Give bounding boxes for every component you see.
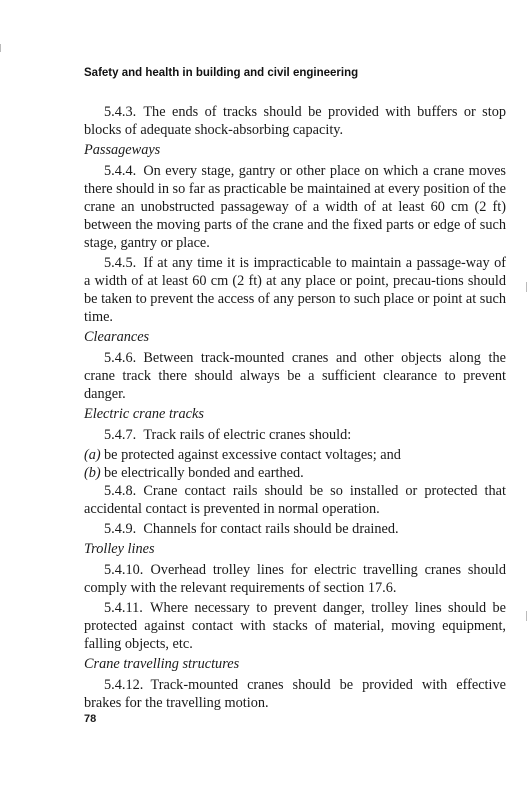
page-number: 78 <box>84 713 97 725</box>
section-heading: Crane travelling structures <box>84 656 240 672</box>
clause-text: On every stage, gantry or other place on which a crane moves there should in so far as practicable be maintained at every position of the crane an unobstructed passageway of a width of at least 60 cm (2 ft) between the moving parts of the crane and the fixed parts or edge of such stage, gantry or place. <box>84 163 507 251</box>
clause-number: 5.4.8. <box>104 483 137 499</box>
section-heading: Passageways <box>84 142 161 158</box>
clause-text: Track rails of electric cranes should: <box>143 427 352 443</box>
clause-number: 5.4.7. <box>104 427 137 443</box>
section-heading: Trolley lines <box>84 541 155 557</box>
scan-edge-mark <box>526 282 527 292</box>
list-item <box>84 464 506 482</box>
document-body <box>84 103 506 714</box>
clause-paragraph <box>84 599 506 653</box>
clause-text: Overhead trolley lines for electric travelling cranes should comply with the relevant requirements of section 17.6. <box>84 562 506 596</box>
clause-number: 5.4.9. <box>104 521 137 537</box>
section-heading: Electric crane tracks <box>84 406 204 422</box>
clause-text: Where necessary to prevent danger, trolley lines should be protected against contact with stacks of material, moving equipment, falling objects, etc. <box>84 600 506 652</box>
clause-number: 5.4.10. <box>104 562 144 578</box>
clause-text: The ends of tracks should be provided with buffers or stop blocks of adequate shock-absorbing capacity. <box>84 104 506 138</box>
running-head: Safety and health in building and civil engineering <box>84 67 359 79</box>
clause-number: 5.4.11. <box>104 600 143 616</box>
clause-paragraph <box>84 349 506 403</box>
clause-text: If at any time it is impracticable to maintain a passage-way of a width of at least 60 cm (2 ft) at any place or point, precau-tions should be taken to prevent the access of any person to such place or point at such time. <box>84 255 507 325</box>
clause-paragraph <box>84 162 506 252</box>
list-item-marker: (a) <box>84 447 101 463</box>
clause-paragraph <box>84 676 506 712</box>
list-item-marker: (b) <box>84 465 101 481</box>
clause-number: 5.4.6. <box>104 350 137 366</box>
clause-text: Crane contact rails should be so installed or protected that accidental contact is prevented in normal operation. <box>84 483 506 517</box>
clause-text: Track-mounted cranes should be provided with effective brakes for the travelling motion. <box>84 677 506 711</box>
clause-paragraph <box>84 561 506 597</box>
scan-edge-mark <box>526 611 527 621</box>
clause-paragraph <box>84 520 506 538</box>
clause-number: 5.4.4. <box>104 163 137 179</box>
clause-paragraph <box>84 482 506 518</box>
section-heading: Clearances <box>84 329 150 345</box>
list-item-text: be electrically bonded and earthed. <box>104 465 304 481</box>
clause-paragraph <box>84 254 506 326</box>
clause-number: 5.4.12. <box>104 677 144 693</box>
list-item <box>84 446 506 464</box>
clause-number: 5.4.3. <box>104 104 137 120</box>
clause-paragraph <box>84 426 506 444</box>
scan-edge-mark <box>0 44 1 52</box>
clause-number: 5.4.5. <box>104 255 137 271</box>
clause-text: Channels for contact rails should be drained. <box>143 521 399 537</box>
clause-text: Between track-mounted cranes and other objects along the crane track there should always be a sufficient clearance to prevent danger. <box>84 350 506 402</box>
list-item-text: be protected against excessive contact voltages; and <box>104 447 401 463</box>
clause-paragraph <box>84 103 506 139</box>
